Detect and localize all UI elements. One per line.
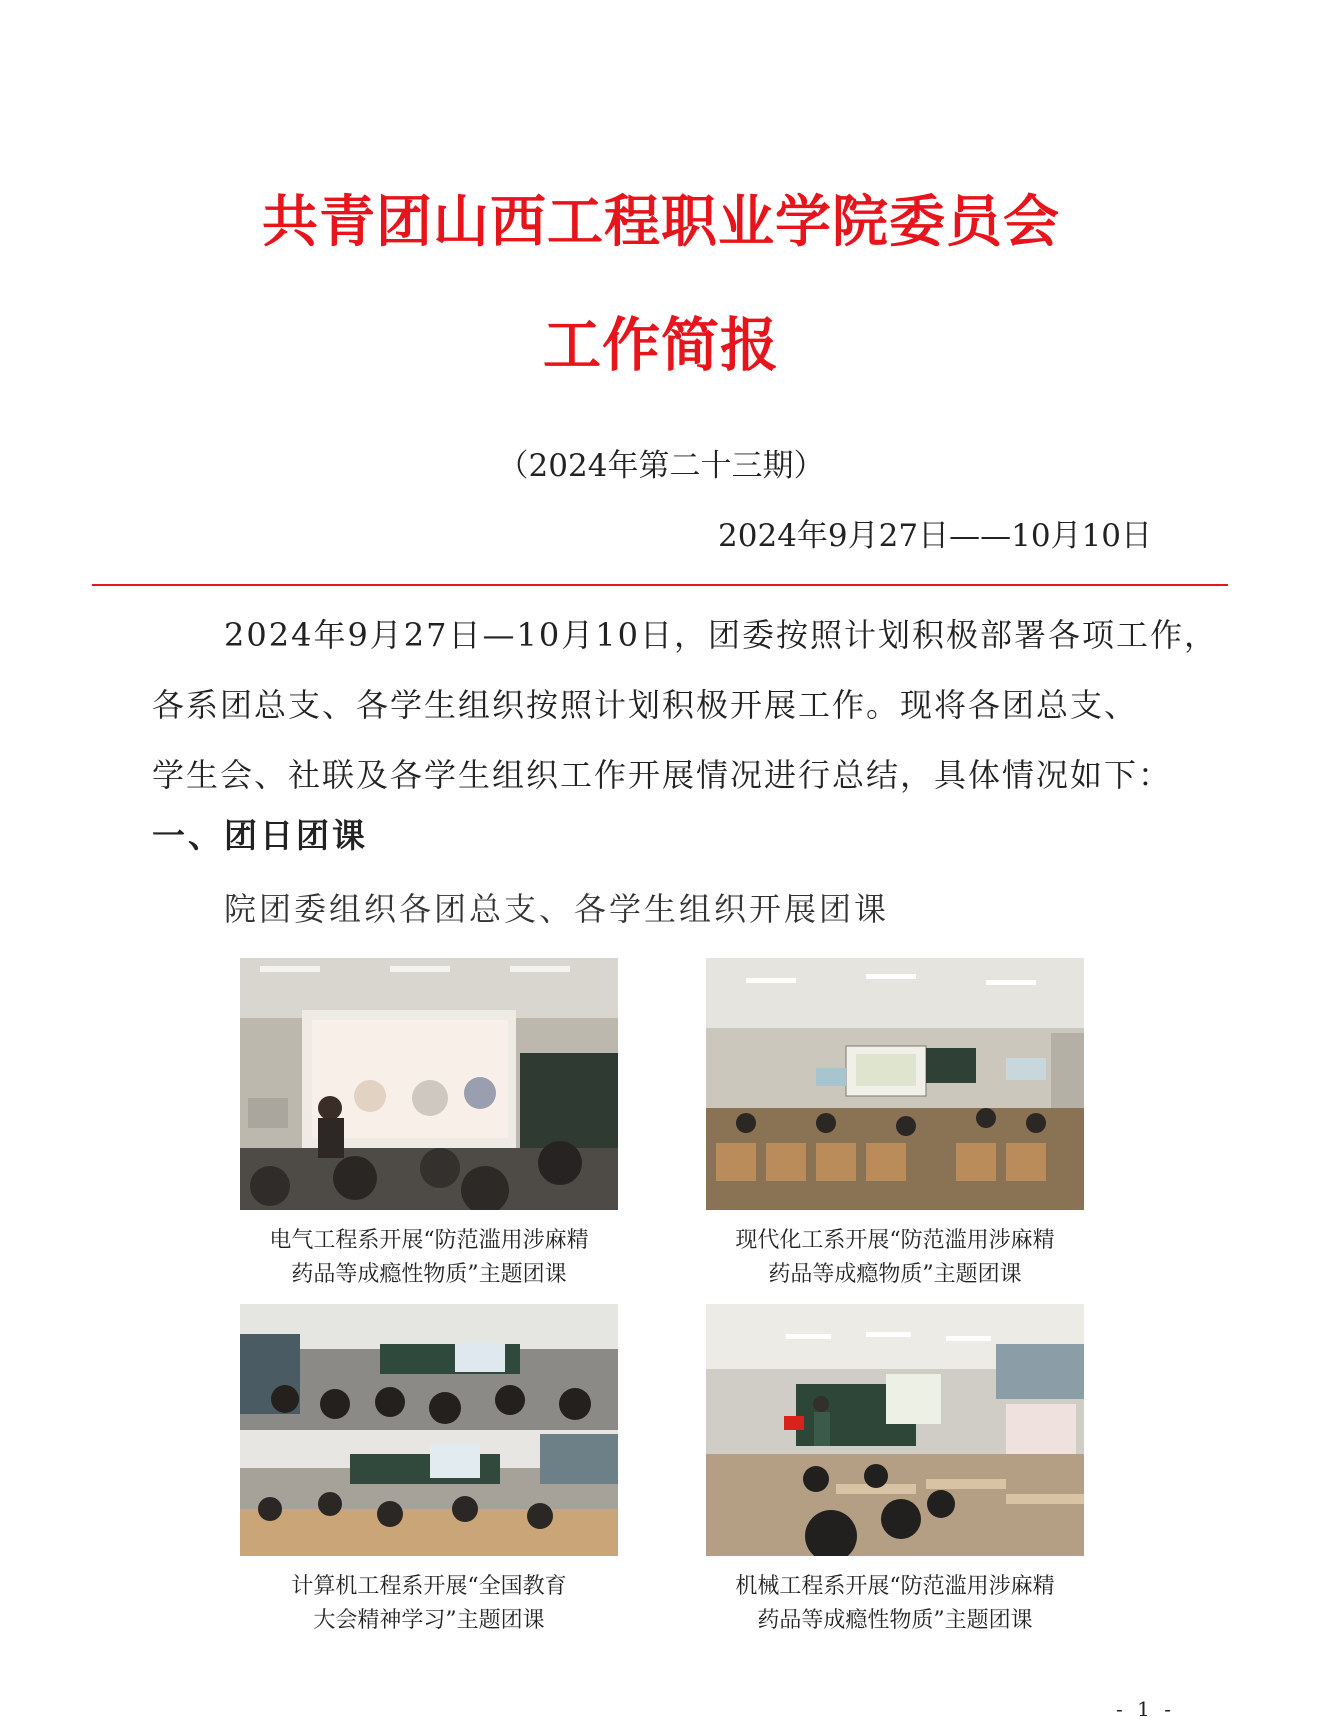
photo-caption — [219, 1570, 639, 1638]
caption-line: 大会精神学习”主题团课 — [313, 1608, 545, 1633]
page-number: - 1 - — [1116, 1697, 1175, 1721]
intro-line: 学生会、社联及各学生组织工作开展情况进行总结，具体情况如下： — [152, 756, 1173, 794]
intro-paragraph — [152, 600, 1218, 810]
photo-caption — [685, 1570, 1105, 1638]
caption-line: 药品等成瘾物质”主题团课 — [768, 1262, 1022, 1287]
red-divider — [92, 584, 1228, 586]
photo-computer-class — [240, 1304, 618, 1556]
caption-line: 机械工程系开展“防范滥用涉麻精 — [735, 1574, 1055, 1599]
photo-chemical-class — [706, 958, 1084, 1210]
photo-mechanical-class — [706, 1304, 1084, 1556]
date-range: 2024年9月27日——10月10日 — [718, 518, 1152, 554]
caption-line: 计算机工程系开展“全国教育 — [291, 1574, 567, 1599]
photo-caption — [685, 1224, 1105, 1292]
briefing-title: 共青团山西工程职业学院委员会 — [262, 190, 1060, 255]
photo-caption — [219, 1224, 639, 1292]
intro-line: 2024年9月27日—10月10日，团委按照计划积极部署各项工作， — [224, 616, 1218, 654]
issue-number: （2024年第二十三期） — [497, 448, 825, 484]
section-intro: 院团委组织各团总支、各学生组织开展团课 — [224, 890, 890, 928]
caption-line: 药品等成瘾性物质”主题团课 — [757, 1608, 1033, 1633]
caption-line: 电气工程系开展“防范滥用涉麻精 — [269, 1228, 589, 1253]
caption-line: 药品等成瘾性物质”主题团课 — [291, 1262, 567, 1287]
photo-electrical-class — [240, 958, 618, 1210]
caption-line: 现代化工系开展“防范滥用涉麻精 — [735, 1228, 1055, 1253]
intro-line: 各系团总支、各学生组织按照计划积极开展工作。现将各团总支、 — [152, 686, 1139, 724]
section-heading: 一、团日团课 — [152, 816, 368, 855]
briefing-subtitle: 工作简报 — [542, 311, 779, 379]
